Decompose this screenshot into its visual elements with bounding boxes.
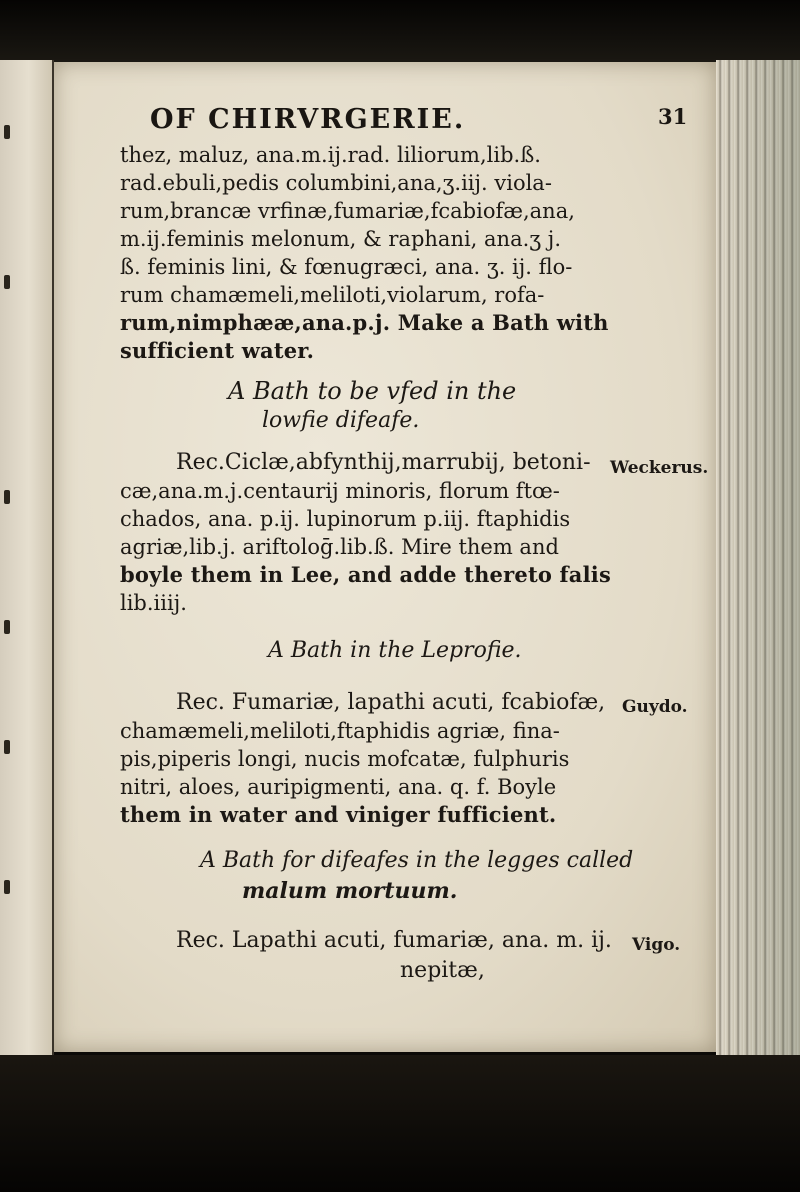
text-line: Rec. Fumariæ, lapathi acuti, fcabiofæ, — [176, 690, 606, 715]
section-heading: A Bath to be vfed in the — [228, 377, 517, 405]
margin-mark — [4, 490, 10, 504]
text-line: cæ,ana.m.j.centaurij minoris, florum ftœ- — [120, 479, 560, 503]
text-line: rum,nimphææ,ana.p.j. Make a Bath with — [120, 310, 609, 335]
left-page-edge — [0, 60, 54, 1060]
text-line: rad.ebuli,pedis columbini,ana,ʒ.iij. viola- — [120, 171, 552, 195]
margin-mark — [4, 125, 10, 139]
section-heading: A Bath in the Leprofie. — [268, 638, 522, 663]
text-line: boyle them in Lee, and adde thereto falis — [120, 562, 611, 587]
text-line: nitri, aloes, auripigmenti, ana. q. f. Boyle — [120, 775, 557, 799]
text-line: them in water and viniger fufficient. — [120, 802, 557, 827]
scan-bottom-background — [0, 1055, 800, 1192]
margin-note-weckerus: Weckerus. — [610, 458, 709, 478]
text-line: thez, maluz, ana.m.ij.rad. liliorum,lib.ß. — [120, 143, 541, 167]
text-line: chados, ana. p.ij. lupinorum p.iij. ftaphidis — [120, 507, 571, 531]
section-heading: malum mortuum. — [242, 878, 458, 904]
margin-note-vigo: Vigo. — [632, 935, 681, 955]
scan-top-background — [0, 0, 800, 70]
text-line: agriæ,lib.j. ariftoloḡ.lib.ß. Mire them and — [120, 535, 559, 559]
margin-mark — [4, 275, 10, 289]
text-line: ß. feminis lini, & fœnugræci, ana. ʒ. ij. flo- — [120, 255, 573, 279]
section-heading: A Bath for difeafes in the legges called — [200, 848, 634, 873]
margin-mark — [4, 880, 10, 894]
text-line: sufficient water. — [120, 338, 315, 363]
text-line: m.ij.feminis melonum, & raphani, ana.ʒ j. — [120, 227, 561, 251]
text-line: Rec. Lapathi acuti, fumariæ, ana. m. ij. — [176, 928, 612, 953]
text-line: chamæmeli,meliloti,ftaphidis agriæ, fina- — [120, 719, 560, 743]
text-line: rum,brancæ vrfinæ,fumariæ,fcabiofæ,ana, — [120, 199, 575, 223]
text-line: rum chamæmeli,meliloti,violarum, rofa- — [120, 283, 545, 307]
margin-mark — [4, 740, 10, 754]
margin-note-guydo: Guydo. — [622, 697, 688, 717]
text-line: nepitæ, — [400, 958, 485, 983]
text-line: Rec.Ciclæ,abfynthij,marrubij, betoni- — [176, 450, 591, 475]
section-heading: lowfie difeafe. — [262, 408, 420, 433]
text-line: pis,piperis longi, nucis mofcatæ, fulphuris — [120, 747, 570, 771]
page-number: 31 — [658, 104, 688, 129]
running-head: OF CHIRVRGERIE. — [150, 104, 466, 135]
margin-mark — [4, 620, 10, 634]
right-page-edges — [716, 60, 800, 1060]
text-line: lib.iiij. — [120, 591, 187, 615]
